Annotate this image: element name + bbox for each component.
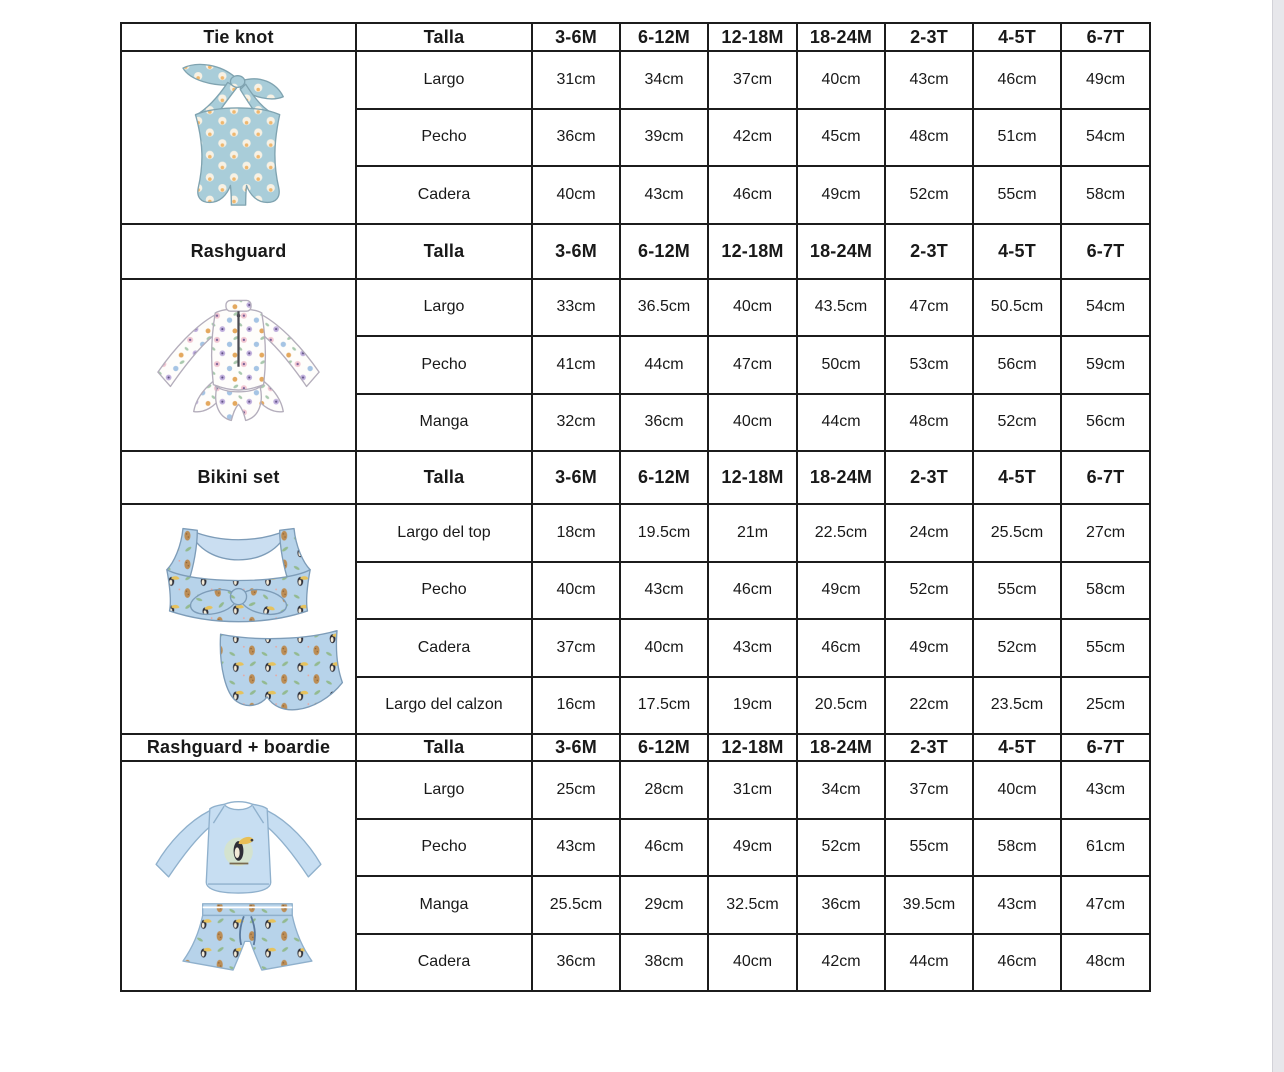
measurement-value: 43.5cm: [797, 279, 885, 337]
measurement-value: 25.5cm: [532, 876, 620, 934]
bikini-set-illustration: [131, 516, 346, 722]
talla-column-header: Talla: [356, 224, 532, 279]
measurement-label: Pecho: [356, 109, 532, 167]
measurement-value: 19cm: [708, 677, 797, 735]
measurement-value: 46cm: [973, 51, 1061, 109]
size-column-header: 2-3T: [885, 451, 973, 504]
measurement-value: 43cm: [620, 166, 708, 224]
measurement-value: 58cm: [1061, 562, 1150, 620]
size-chart-sheet: [120, 22, 1151, 992]
measurement-row: [121, 761, 1150, 819]
measurement-label: Cadera: [356, 934, 532, 992]
measurement-value: 22.5cm: [797, 504, 885, 562]
size-column-header: 18-24M: [797, 23, 885, 51]
measurement-value: 40cm: [973, 761, 1061, 819]
measurement-value: 32cm: [532, 394, 620, 452]
measurement-value: 47cm: [708, 336, 797, 394]
measurement-value: 46cm: [620, 819, 708, 877]
size-column-header: 12-18M: [708, 23, 797, 51]
floral-rashguard-cell: [121, 279, 356, 452]
section-product-name: Bikini set: [121, 451, 356, 504]
size-column-header: 6-12M: [620, 224, 708, 279]
size-column-header: 3-6M: [532, 451, 620, 504]
measurement-value: 20.5cm: [797, 677, 885, 735]
section-header-row: [121, 451, 1150, 504]
measurement-value: 52cm: [885, 166, 973, 224]
measurement-value: 47cm: [1061, 876, 1150, 934]
measurement-value: 37cm: [708, 51, 797, 109]
measurement-value: 34cm: [797, 761, 885, 819]
measurement-value: 55cm: [973, 562, 1061, 620]
size-column-header: 2-3T: [885, 734, 973, 761]
measurement-value: 43cm: [620, 562, 708, 620]
size-column-header: 12-18M: [708, 734, 797, 761]
measurement-value: 17.5cm: [620, 677, 708, 735]
measurement-value: 59cm: [1061, 336, 1150, 394]
measurement-label: Pecho: [356, 562, 532, 620]
measurement-value: 48cm: [1061, 934, 1150, 992]
size-column-header: 12-18M: [708, 224, 797, 279]
measurement-value: 43cm: [973, 876, 1061, 934]
size-column-header: 2-3T: [885, 23, 973, 51]
measurement-value: 49cm: [708, 819, 797, 877]
rashguard-boardie-set-cell: [121, 761, 356, 991]
measurement-value: 44cm: [620, 336, 708, 394]
measurement-value: 43cm: [885, 51, 973, 109]
measurement-value: 23.5cm: [973, 677, 1061, 735]
measurement-value: 36cm: [532, 934, 620, 992]
measurement-value: 46cm: [973, 934, 1061, 992]
measurement-value: 40cm: [797, 51, 885, 109]
measurement-value: 56cm: [1061, 394, 1150, 452]
size-chart-body: [121, 23, 1150, 991]
measurement-value: 31cm: [532, 51, 620, 109]
measurement-value: 36cm: [532, 109, 620, 167]
measurement-value: 48cm: [885, 109, 973, 167]
measurement-value: 46cm: [708, 562, 797, 620]
measurement-value: 33cm: [532, 279, 620, 337]
measurement-value: 43cm: [1061, 761, 1150, 819]
measurement-value: 52cm: [973, 394, 1061, 452]
size-column-header: 18-24M: [797, 224, 885, 279]
measurement-value: 47cm: [885, 279, 973, 337]
size-column-header: 4-5T: [973, 224, 1061, 279]
size-column-header: 2-3T: [885, 224, 973, 279]
measurement-value: 50cm: [797, 336, 885, 394]
measurement-value: 52cm: [797, 819, 885, 877]
measurement-value: 42cm: [797, 934, 885, 992]
size-column-header: 6-12M: [620, 23, 708, 51]
measurement-value: 51cm: [973, 109, 1061, 167]
measurement-label: Largo: [356, 51, 532, 109]
measurement-value: 21m: [708, 504, 797, 562]
size-column-header: 12-18M: [708, 451, 797, 504]
measurement-value: 40cm: [708, 394, 797, 452]
size-column-header: 6-7T: [1061, 224, 1150, 279]
measurement-value: 40cm: [532, 166, 620, 224]
talla-column-header: Talla: [356, 23, 532, 51]
measurement-value: 40cm: [620, 619, 708, 677]
measurement-value: 46cm: [708, 166, 797, 224]
talla-column-header: Talla: [356, 734, 532, 761]
measurement-label: Largo del calzon: [356, 677, 532, 735]
measurement-row: [121, 504, 1150, 562]
section-header-row: [121, 734, 1150, 761]
measurement-value: 54cm: [1061, 109, 1150, 167]
measurement-value: 39.5cm: [885, 876, 973, 934]
measurement-value: 58cm: [1061, 166, 1150, 224]
measurement-value: 49cm: [797, 562, 885, 620]
measurement-value: 49cm: [885, 619, 973, 677]
section-product-name: Rashguard: [121, 224, 356, 279]
size-column-header: 4-5T: [973, 451, 1061, 504]
measurement-value: 29cm: [620, 876, 708, 934]
measurement-value: 50.5cm: [973, 279, 1061, 337]
measurement-value: 52cm: [973, 619, 1061, 677]
measurement-label: Cadera: [356, 166, 532, 224]
measurement-value: 53cm: [885, 336, 973, 394]
measurement-value: 56cm: [973, 336, 1061, 394]
size-column-header: 4-5T: [973, 23, 1061, 51]
measurement-value: 27cm: [1061, 504, 1150, 562]
measurement-value: 19.5cm: [620, 504, 708, 562]
measurement-value: 38cm: [620, 934, 708, 992]
floral-rashguard-illustration: [131, 286, 346, 443]
measurement-value: 37cm: [532, 619, 620, 677]
measurement-value: 40cm: [708, 934, 797, 992]
measurement-value: 58cm: [973, 819, 1061, 877]
measurement-value: 25cm: [532, 761, 620, 819]
measurement-value: 24cm: [885, 504, 973, 562]
measurement-value: 18cm: [532, 504, 620, 562]
measurement-value: 43cm: [532, 819, 620, 877]
size-column-header: 3-6M: [532, 23, 620, 51]
measurement-value: 48cm: [885, 394, 973, 452]
talla-column-header: Talla: [356, 451, 532, 504]
measurement-value: 32.5cm: [708, 876, 797, 934]
scrollbar-track[interactable]: [1272, 0, 1284, 1072]
measurement-value: 37cm: [885, 761, 973, 819]
measurement-value: 43cm: [708, 619, 797, 677]
size-column-header: 3-6M: [532, 734, 620, 761]
size-column-header: 4-5T: [973, 734, 1061, 761]
size-column-header: 6-12M: [620, 734, 708, 761]
size-column-header: 6-7T: [1061, 734, 1150, 761]
size-column-header: 18-24M: [797, 734, 885, 761]
section-header-row: [121, 224, 1150, 279]
tie-knot-swimsuit-cell: [121, 51, 356, 224]
measurement-label: Largo: [356, 279, 532, 337]
measurement-value: 16cm: [532, 677, 620, 735]
measurement-label: Pecho: [356, 819, 532, 877]
measurement-value: 41cm: [532, 336, 620, 394]
size-column-header: 18-24M: [797, 451, 885, 504]
measurement-value: 36cm: [620, 394, 708, 452]
section-header-row: [121, 23, 1150, 51]
section-product-name: Tie knot: [121, 23, 356, 51]
measurement-value: 54cm: [1061, 279, 1150, 337]
measurement-value: 28cm: [620, 761, 708, 819]
section-product-name: Rashguard + boardie: [121, 734, 356, 761]
measurement-label: Largo: [356, 761, 532, 819]
measurement-value: 52cm: [885, 562, 973, 620]
measurement-label: Pecho: [356, 336, 532, 394]
size-column-header: 6-7T: [1061, 451, 1150, 504]
rashguard-boardie-illustration: [131, 773, 346, 979]
measurement-label: Manga: [356, 394, 532, 452]
measurement-value: 44cm: [885, 934, 973, 992]
measurement-row: [121, 51, 1150, 109]
measurement-value: 44cm: [797, 394, 885, 452]
measurement-value: 40cm: [708, 279, 797, 337]
measurement-value: 45cm: [797, 109, 885, 167]
measurement-value: 55cm: [973, 166, 1061, 224]
measurement-value: 25cm: [1061, 677, 1150, 735]
measurement-value: 46cm: [797, 619, 885, 677]
measurement-value: 49cm: [797, 166, 885, 224]
measurement-label: Manga: [356, 876, 532, 934]
bikini-set-cell: [121, 504, 356, 734]
measurement-label: Cadera: [356, 619, 532, 677]
measurement-value: 49cm: [1061, 51, 1150, 109]
measurement-value: 22cm: [885, 677, 973, 735]
measurement-value: 36.5cm: [620, 279, 708, 337]
measurement-value: 39cm: [620, 109, 708, 167]
measurement-value: 42cm: [708, 109, 797, 167]
tie-knot-swimsuit-illustration: [131, 59, 346, 216]
measurement-row: [121, 279, 1150, 337]
measurement-value: 61cm: [1061, 819, 1150, 877]
measurement-label: Largo del top: [356, 504, 532, 562]
size-column-header: 3-6M: [532, 224, 620, 279]
size-column-header: 6-12M: [620, 451, 708, 504]
measurement-value: 40cm: [532, 562, 620, 620]
size-column-header: 6-7T: [1061, 23, 1150, 51]
measurement-value: 55cm: [1061, 619, 1150, 677]
measurement-value: 55cm: [885, 819, 973, 877]
measurement-value: 25.5cm: [973, 504, 1061, 562]
size-chart-table: [120, 22, 1151, 992]
measurement-value: 34cm: [620, 51, 708, 109]
measurement-value: 31cm: [708, 761, 797, 819]
measurement-value: 36cm: [797, 876, 885, 934]
